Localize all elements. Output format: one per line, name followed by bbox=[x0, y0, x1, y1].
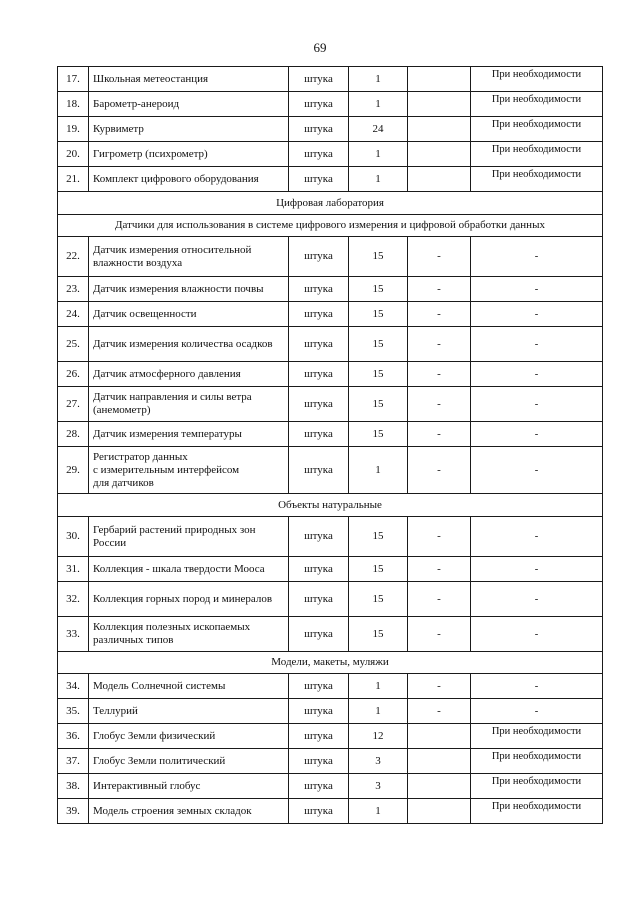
cell-qty: 1 bbox=[349, 67, 408, 92]
cell-qty: 1 bbox=[349, 92, 408, 117]
cell-name: Модель строения земных складок bbox=[89, 799, 289, 824]
cell-c6: При необходимости bbox=[471, 92, 603, 117]
cell-num: 21. bbox=[58, 167, 89, 192]
cell-c6: - bbox=[471, 517, 603, 557]
cell-c5: - bbox=[408, 277, 471, 302]
cell-unit: штука bbox=[289, 117, 349, 142]
cell-c5: - bbox=[408, 237, 471, 277]
cell-c6: - bbox=[471, 617, 603, 652]
section-heading: Датчики для использования в системе цифрового измерения и цифровой обработки данных bbox=[58, 215, 603, 237]
section-heading-row bbox=[58, 652, 603, 674]
cell-num: 32. bbox=[58, 582, 89, 617]
cell-num: 25. bbox=[58, 327, 89, 362]
cell-num: 28. bbox=[58, 422, 89, 447]
cell-qty: 3 bbox=[349, 749, 408, 774]
cell-qty: 15 bbox=[349, 302, 408, 327]
cell-qty: 15 bbox=[349, 582, 408, 617]
cell-unit: штука bbox=[289, 327, 349, 362]
table-row bbox=[58, 749, 603, 774]
cell-num: 27. bbox=[58, 387, 89, 422]
table-row bbox=[58, 617, 603, 652]
cell-qty: 15 bbox=[349, 237, 408, 277]
cell-unit: штука bbox=[289, 582, 349, 617]
table-row bbox=[58, 302, 603, 327]
cell-qty: 1 bbox=[349, 699, 408, 724]
cell-c6: - bbox=[471, 387, 603, 422]
cell-qty: 1 bbox=[349, 142, 408, 167]
cell-c6: - bbox=[471, 237, 603, 277]
cell-num: 23. bbox=[58, 277, 89, 302]
cell-c5: - bbox=[408, 582, 471, 617]
cell-c5 bbox=[408, 142, 471, 167]
cell-num: 26. bbox=[58, 362, 89, 387]
cell-c5 bbox=[408, 92, 471, 117]
cell-qty: 15 bbox=[349, 362, 408, 387]
cell-num: 35. bbox=[58, 699, 89, 724]
cell-c5: - bbox=[408, 362, 471, 387]
cell-c5: - bbox=[408, 674, 471, 699]
cell-unit: штука bbox=[289, 674, 349, 699]
cell-c5: - bbox=[408, 327, 471, 362]
cell-c5: - bbox=[408, 517, 471, 557]
table-row bbox=[58, 327, 603, 362]
cell-c5 bbox=[408, 67, 471, 92]
cell-unit: штука bbox=[289, 67, 349, 92]
cell-c6: - bbox=[471, 674, 603, 699]
cell-qty: 24 bbox=[349, 117, 408, 142]
equipment-table bbox=[57, 66, 603, 824]
cell-num: 34. bbox=[58, 674, 89, 699]
cell-unit: штука bbox=[289, 302, 349, 327]
cell-unit: штука bbox=[289, 92, 349, 117]
cell-unit: штука bbox=[289, 699, 349, 724]
cell-c5 bbox=[408, 799, 471, 824]
cell-num: 20. bbox=[58, 142, 89, 167]
cell-unit: штука bbox=[289, 362, 349, 387]
cell-name: Интерактивный глобус bbox=[89, 774, 289, 799]
cell-qty: 1 bbox=[349, 799, 408, 824]
cell-qty: 1 bbox=[349, 447, 408, 494]
cell-unit: штука bbox=[289, 387, 349, 422]
cell-c6: При необходимости bbox=[471, 724, 603, 749]
cell-c6: При необходимости bbox=[471, 799, 603, 824]
cell-c6: - bbox=[471, 302, 603, 327]
cell-c5 bbox=[408, 167, 471, 192]
table-row bbox=[58, 67, 603, 92]
cell-unit: штука bbox=[289, 724, 349, 749]
cell-name: Глобус Земли физический bbox=[89, 724, 289, 749]
cell-name: Датчик атмосферного давления bbox=[89, 362, 289, 387]
table-row bbox=[58, 699, 603, 724]
section-heading-row bbox=[58, 494, 603, 517]
cell-c6: - bbox=[471, 447, 603, 494]
table-row bbox=[58, 422, 603, 447]
cell-c6: При необходимости bbox=[471, 67, 603, 92]
section-heading: Модели, макеты, муляжи bbox=[58, 652, 603, 674]
cell-num: 18. bbox=[58, 92, 89, 117]
cell-c6: - bbox=[471, 582, 603, 617]
cell-qty: 15 bbox=[349, 517, 408, 557]
cell-num: 30. bbox=[58, 517, 89, 557]
section-heading-row bbox=[58, 192, 603, 215]
table-row bbox=[58, 799, 603, 824]
cell-num: 24. bbox=[58, 302, 89, 327]
cell-name: Датчик измерения относительной влажности воздуха bbox=[89, 237, 289, 277]
section-heading-row bbox=[58, 215, 603, 237]
cell-unit: штука bbox=[289, 447, 349, 494]
cell-name: Глобус Земли политический bbox=[89, 749, 289, 774]
table-row bbox=[58, 582, 603, 617]
cell-unit: штука bbox=[289, 422, 349, 447]
page-number: 69 bbox=[313, 40, 327, 55]
cell-num: 29. bbox=[58, 447, 89, 494]
cell-unit: штука bbox=[289, 167, 349, 192]
table-row bbox=[58, 724, 603, 749]
cell-name: Датчик освещенности bbox=[89, 302, 289, 327]
cell-c6: - bbox=[471, 422, 603, 447]
cell-unit: штука bbox=[289, 277, 349, 302]
cell-name: Коллекция - шкала твердости Мооса bbox=[89, 557, 289, 582]
cell-name: Гигрометр (психрометр) bbox=[89, 142, 289, 167]
cell-c5: - bbox=[408, 302, 471, 327]
cell-num: 31. bbox=[58, 557, 89, 582]
cell-name: Датчик направления и силы ветра (анемометр) bbox=[89, 387, 289, 422]
table-row bbox=[58, 142, 603, 167]
cell-num: 33. bbox=[58, 617, 89, 652]
cell-unit: штука bbox=[289, 142, 349, 167]
cell-c6: - bbox=[471, 362, 603, 387]
cell-unit: штука bbox=[289, 749, 349, 774]
cell-num: 36. bbox=[58, 724, 89, 749]
table-row bbox=[58, 237, 603, 277]
table-row bbox=[58, 557, 603, 582]
cell-unit: штука bbox=[289, 774, 349, 799]
cell-qty: 15 bbox=[349, 277, 408, 302]
cell-name: Барометр-анероид bbox=[89, 92, 289, 117]
cell-c5 bbox=[408, 774, 471, 799]
table-row bbox=[58, 362, 603, 387]
cell-qty: 1 bbox=[349, 167, 408, 192]
cell-c5: - bbox=[408, 617, 471, 652]
cell-name: Курвиметр bbox=[89, 117, 289, 142]
cell-qty: 15 bbox=[349, 557, 408, 582]
cell-num: 38. bbox=[58, 774, 89, 799]
cell-c5 bbox=[408, 724, 471, 749]
cell-name: Регистратор данных с измерительным интерфейсом для датчиков bbox=[89, 447, 289, 494]
cell-c5: - bbox=[408, 422, 471, 447]
cell-qty: 1 bbox=[349, 674, 408, 699]
table-row bbox=[58, 447, 603, 494]
table-row bbox=[58, 117, 603, 142]
table-row bbox=[58, 774, 603, 799]
cell-name: Школьная метеостанция bbox=[89, 67, 289, 92]
section-heading: Объекты натуральные bbox=[58, 494, 603, 517]
cell-c5: - bbox=[408, 447, 471, 494]
cell-c6: При необходимости bbox=[471, 117, 603, 142]
cell-name: Комплект цифрового оборудования bbox=[89, 167, 289, 192]
table-row bbox=[58, 167, 603, 192]
table-row bbox=[58, 517, 603, 557]
cell-c5 bbox=[408, 117, 471, 142]
table-row bbox=[58, 92, 603, 117]
cell-name: Датчик измерения температуры bbox=[89, 422, 289, 447]
cell-c5 bbox=[408, 749, 471, 774]
cell-name: Датчик измерения количества осадков bbox=[89, 327, 289, 362]
cell-num: 19. bbox=[58, 117, 89, 142]
cell-c6: - bbox=[471, 327, 603, 362]
cell-name: Гербарий растений природных зон России bbox=[89, 517, 289, 557]
cell-num: 39. bbox=[58, 799, 89, 824]
cell-qty: 12 bbox=[349, 724, 408, 749]
cell-qty: 3 bbox=[349, 774, 408, 799]
table-row bbox=[58, 387, 603, 422]
cell-num: 37. bbox=[58, 749, 89, 774]
cell-c6: - bbox=[471, 277, 603, 302]
cell-unit: штука bbox=[289, 617, 349, 652]
cell-c5: - bbox=[408, 557, 471, 582]
section-heading: Цифровая лаборатория bbox=[58, 192, 603, 215]
cell-c5: - bbox=[408, 699, 471, 724]
cell-qty: 15 bbox=[349, 617, 408, 652]
cell-name: Теллурий bbox=[89, 699, 289, 724]
cell-c6: При необходимости bbox=[471, 749, 603, 774]
table-row bbox=[58, 674, 603, 699]
cell-unit: штука bbox=[289, 237, 349, 277]
cell-num: 17. bbox=[58, 67, 89, 92]
cell-qty: 15 bbox=[349, 327, 408, 362]
cell-num: 22. bbox=[58, 237, 89, 277]
cell-c6: При необходимости bbox=[471, 142, 603, 167]
cell-c6: При необходимости bbox=[471, 167, 603, 192]
cell-unit: штука bbox=[289, 557, 349, 582]
cell-unit: штука bbox=[289, 799, 349, 824]
cell-name: Датчик измерения влажности почвы bbox=[89, 277, 289, 302]
cell-name: Модель Солнечной системы bbox=[89, 674, 289, 699]
cell-c6: - bbox=[471, 557, 603, 582]
cell-unit: штука bbox=[289, 517, 349, 557]
cell-c6: При необходимости bbox=[471, 774, 603, 799]
cell-name: Коллекция полезных ископаемых различных типов bbox=[89, 617, 289, 652]
cell-name: Коллекция горных пород и минералов bbox=[89, 582, 289, 617]
table-row bbox=[58, 277, 603, 302]
cell-c6: - bbox=[471, 699, 603, 724]
cell-c5: - bbox=[408, 387, 471, 422]
table-body bbox=[58, 67, 603, 824]
cell-qty: 15 bbox=[349, 422, 408, 447]
cell-qty: 15 bbox=[349, 387, 408, 422]
